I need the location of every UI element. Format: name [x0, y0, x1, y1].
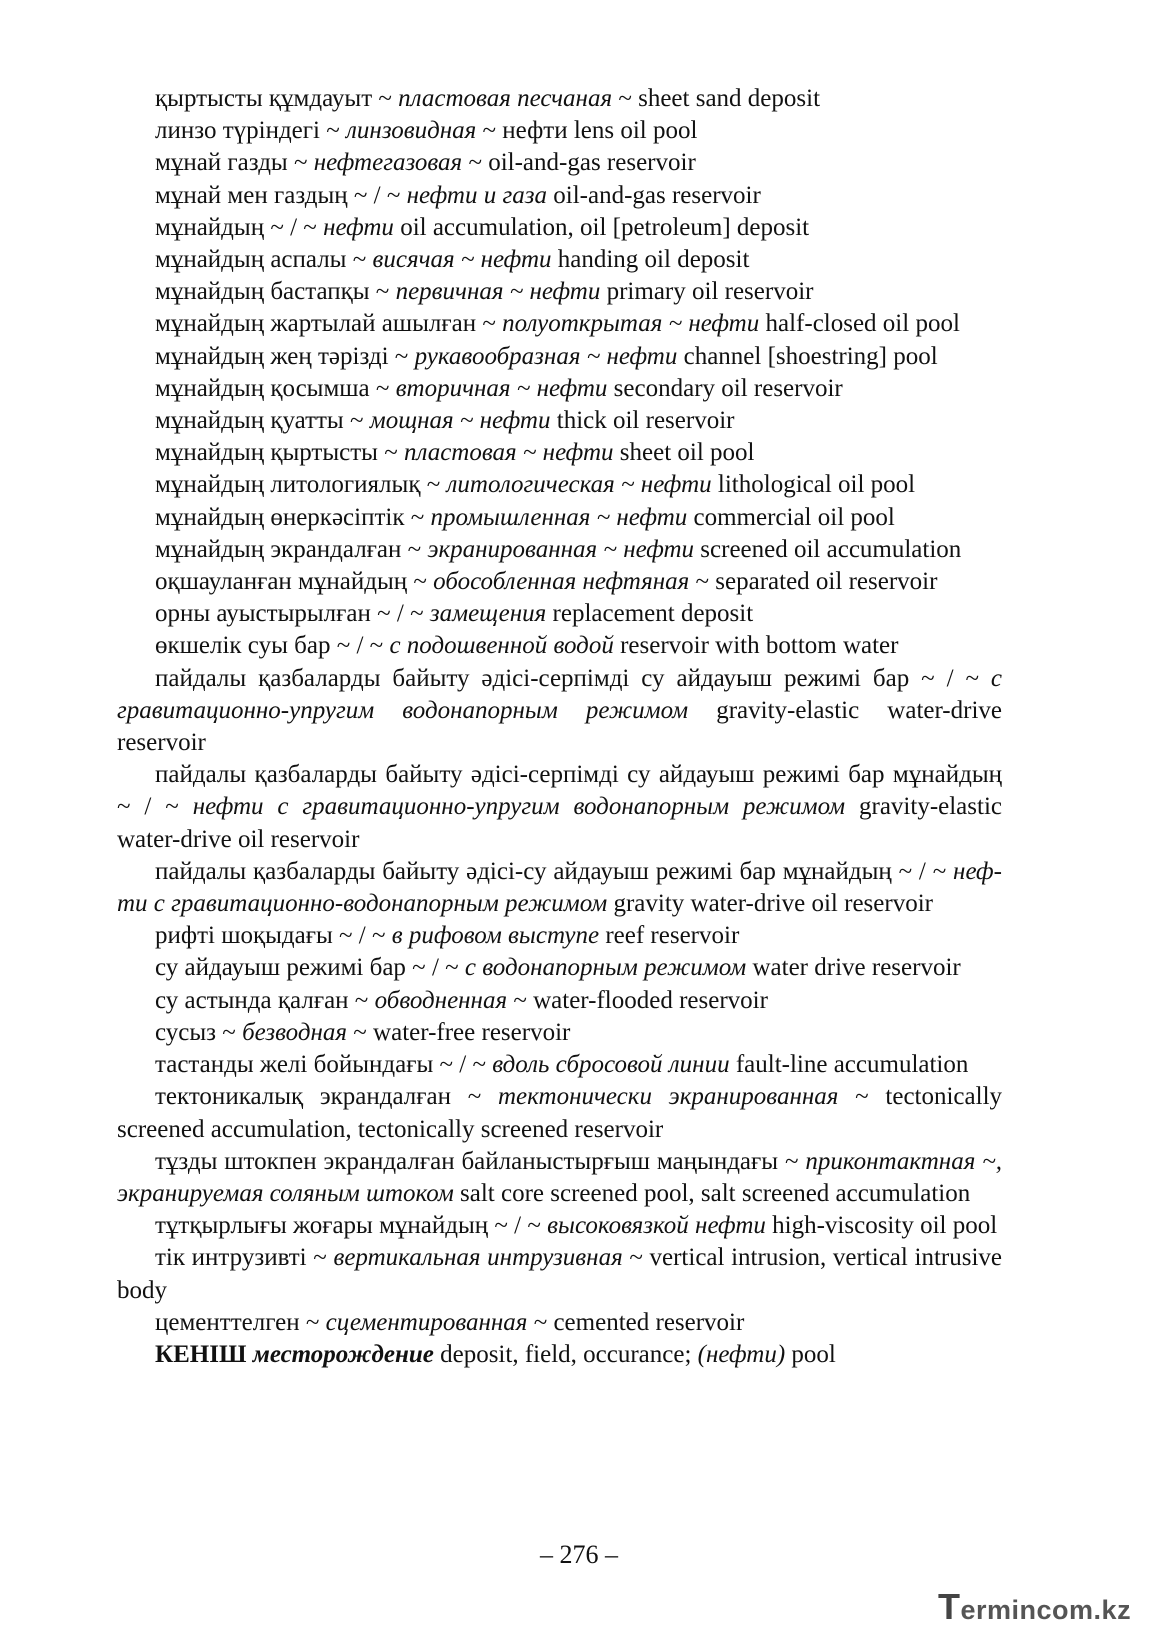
- dictionary-entry: [117, 759, 1002, 856]
- russian-term: с водонапорным режимом: [464, 954, 747, 982]
- russian-term: высоковязкой нефти: [547, 1212, 766, 1240]
- dictionary-entry: [117, 566, 1002, 598]
- entry-text: replacement deposit: [546, 600, 754, 628]
- russian-term: вдоль сбросовой линии: [492, 1051, 730, 1079]
- dictionary-entry: [117, 534, 1002, 566]
- headword: КЕНІШ: [155, 1340, 247, 1368]
- entry-text: ~ sheet sand deposit: [612, 85, 821, 112]
- entry-text: commercial oil pool: [687, 503, 895, 531]
- russian-term: экранированная ~ нефти: [427, 535, 695, 563]
- dictionary-entry: [117, 856, 1002, 920]
- entry-text: reservoir with bottom water: [613, 632, 899, 660]
- dictionary-entry: [117, 83, 1002, 115]
- watermark-letter-t: T: [938, 1586, 961, 1627]
- entry-text: пайдалы қазбаларды байыту әдісі-су айдауыш режимі бар мұнайдың ~ / ~: [155, 857, 954, 885]
- entry-text: thick oil reservoir: [550, 407, 735, 435]
- entry-text: gravity-elastic water-drive oil reservoir: [117, 793, 1002, 853]
- russian-term: замещения: [429, 600, 547, 628]
- site-watermark-logo: [938, 1586, 1131, 1628]
- russian-term: литологическая ~ нефти: [446, 471, 712, 499]
- entry-text: ~ water-flooded reservoir: [507, 986, 768, 1014]
- russian-term: вертикальная интрузивная: [333, 1244, 623, 1272]
- russian-term: сцементированная: [325, 1308, 528, 1336]
- entry-text: half-closed oil pool: [759, 310, 960, 338]
- entry-text: тектоникалық экрандалған ~: [155, 1083, 498, 1111]
- russian-term: вторичная ~ нефти: [395, 374, 608, 402]
- dictionary-entry: [117, 1307, 1002, 1339]
- entry-text: channel [shoestring] pool: [677, 342, 938, 370]
- watermark-letter-o: o: [1052, 1595, 1070, 1625]
- russian-term: мощная ~ нефти: [369, 407, 551, 435]
- entry-text: high-viscosity oil pool: [765, 1212, 998, 1240]
- entry-text: тік интрузивті ~: [155, 1244, 334, 1272]
- entry-text: линзо түріндегі ~: [155, 117, 347, 145]
- russian-term: обособленная нефтяная: [433, 568, 690, 596]
- entry-text: handing oil deposit: [551, 246, 750, 274]
- entry-text: өкшелік суы бар ~ / ~: [155, 632, 390, 660]
- entry-text: oil-and-gas reservoir: [547, 181, 761, 209]
- dictionary-entry: [117, 663, 1002, 760]
- entry-text: су астында қалған ~: [155, 986, 375, 1014]
- entry-text: пайдалы қазбаларды байыту әдісі-серпімді су айдауыш режимі бар мұнайдың ~ / ~: [117, 761, 1002, 821]
- entry-text: salt core screened pool, salt screened accumulation: [453, 1179, 971, 1207]
- dictionary-entry: [117, 1210, 1002, 1242]
- entry-text: мұнай газды ~: [155, 149, 314, 177]
- dictionary-entry: [117, 469, 1002, 501]
- entry-text: мұнайдың экрандалған ~: [155, 535, 428, 563]
- entry-text: gravity-elastic water-drive reservoir: [117, 696, 1002, 757]
- entry-text: pool: [785, 1340, 836, 1368]
- dictionary-entry: [117, 598, 1002, 630]
- entry-text: қыртысты құмдауыт ~: [155, 85, 399, 112]
- russian-term: линзовидная: [346, 117, 477, 145]
- entry-text: ~ cemented reservoir: [527, 1308, 745, 1336]
- entry-text: су айдауыш режимі бар ~ / ~: [155, 954, 465, 982]
- entry-text: мұнайдың аспалы ~: [155, 246, 373, 274]
- russian-term: пластовая песчаная: [398, 85, 613, 112]
- russian-term: висячая ~ нефти: [372, 246, 552, 274]
- entry-text: primary oil reservoir: [600, 278, 814, 306]
- russian-term: безводная: [242, 1018, 348, 1046]
- dictionary-entry: [117, 276, 1002, 308]
- russian-term: рукавообразная ~ нефти: [414, 342, 678, 370]
- entry-text: water drive reservoir: [746, 954, 961, 982]
- dictionary-entry: [117, 244, 1002, 276]
- dictionary-entry: [117, 1081, 1002, 1145]
- entry-text: reef reservoir: [599, 922, 740, 950]
- russian-term: нефти с гравитационно-водонапорным режимом: [117, 857, 1002, 918]
- dictionary-entry: [117, 115, 1002, 147]
- russian-term: нефти и газа: [406, 181, 547, 209]
- entry-text: мұнайдың жең тәрізді ~: [155, 342, 415, 370]
- dictionary-entry: [117, 1017, 1002, 1049]
- russian-term: (нефти): [697, 1340, 786, 1368]
- headword: месторождение: [252, 1340, 434, 1368]
- russian-term: с гравитационно-упругим водонапорным режимом: [117, 664, 1002, 724]
- entry-text: мұнай мен газдың ~ / ~: [155, 181, 407, 209]
- entry-text: ~ нефти lens oil pool: [476, 117, 698, 145]
- watermark-text-end: m.kz: [1069, 1595, 1132, 1625]
- entry-text: fault-line accumulation: [729, 1051, 969, 1079]
- entry-text: мұнайдың қосымша ~: [155, 374, 396, 402]
- russian-term: пластовая ~ нефти: [404, 439, 614, 467]
- entry-text: ~ oil-and-gas reservoir: [462, 149, 696, 177]
- russian-term: тектонически экранированная: [498, 1083, 839, 1111]
- dictionary-entry: [117, 1146, 1002, 1210]
- entry-text: ~ vertical intrusion, vertical intrusive body: [117, 1244, 1002, 1304]
- entry-text: мұнайдың өнеркәсіптік ~: [155, 503, 431, 531]
- russian-term: нефтегазовая: [313, 149, 463, 177]
- russian-term: нефти с гравитационно-упругим водонапорным режимом: [192, 793, 846, 821]
- entry-text: мұнайдың қыртысты ~: [155, 439, 404, 467]
- entry-text: тұзды штокпен экрандалған байланыстырғыш маңындағы ~: [155, 1147, 806, 1175]
- russian-term: нефти: [323, 213, 394, 241]
- entry-text: deposit, field, occurance;: [433, 1340, 698, 1368]
- dictionary-entry: [117, 373, 1002, 405]
- russian-term: обводненная: [374, 986, 508, 1014]
- entry-text: мұнайдың жартылай ашылған ~: [155, 310, 503, 338]
- dictionary-entry: [117, 502, 1002, 534]
- dictionary-entry: [117, 1242, 1002, 1306]
- dictionary-entry: [117, 920, 1002, 952]
- entry-text: ~ tectonically screened accumulation, tectonically screened reservoir: [117, 1083, 1003, 1143]
- page-number: – 276 –: [540, 1540, 618, 1569]
- dictionary-entry: [117, 405, 1002, 437]
- entry-text: ~ water-free reservoir: [347, 1018, 571, 1046]
- dictionary-entry: [117, 437, 1002, 469]
- russian-term: промышленная ~ нефти: [430, 503, 688, 531]
- entry-text: пайдалы қазбаларды байыту әдісі-серпімді су айдауыш режимі бар ~ / ~: [155, 664, 991, 692]
- entry-text: мұнайдың қуатты ~: [155, 407, 370, 435]
- dictionary-entry: [117, 341, 1002, 373]
- russian-term: с подошвенной водой: [389, 632, 614, 660]
- entry-text: мұнайдың бастапқы ~: [155, 278, 396, 306]
- russian-term: первичная ~ нефти: [395, 278, 601, 306]
- entry-text: sheet oil pool: [613, 439, 755, 467]
- entry-text: screened oil accumulation: [694, 535, 962, 563]
- entry-text: тұтқырлығы жоғары мұнайдың ~ / ~: [155, 1212, 548, 1240]
- dictionary-entry: [117, 985, 1002, 1017]
- entry-text: сусыз ~: [155, 1018, 243, 1046]
- entry-text: орны ауыстырылған ~ / ~: [155, 600, 430, 628]
- dictionary-entry: [117, 952, 1002, 984]
- entry-text: цементтелген ~: [155, 1308, 326, 1336]
- entry-text: рифті шоқыдағы ~ / ~: [155, 922, 392, 950]
- entry-text: тастанды желі бойындағы ~ / ~: [155, 1051, 493, 1079]
- dictionary-entry: [117, 147, 1002, 179]
- entry-text: оқшауланған мұнайдың ~: [155, 568, 434, 596]
- watermark-text-part: erminc: [960, 1595, 1053, 1625]
- entry-text: мұнайдың литологиялық ~: [155, 471, 447, 499]
- entry-list: [117, 83, 1002, 1371]
- russian-term: полуоткрытая ~ нефти: [502, 310, 760, 338]
- entry-text: мұнайдың ~ / ~: [155, 213, 324, 241]
- russian-term: приконтактная ~, экранируемая соляным штоком: [117, 1147, 1002, 1207]
- dictionary-entry: [117, 1049, 1002, 1081]
- dictionary-entry: [117, 1339, 1002, 1371]
- dictionary-entry: [117, 180, 1002, 212]
- entry-text: lithological oil pool: [711, 471, 916, 499]
- entry-text: oil accumulation, oil [petroleum] deposit: [393, 213, 810, 241]
- dictionary-entry: [117, 212, 1002, 244]
- dictionary-entry: [117, 630, 1002, 662]
- dictionary-entry: [117, 308, 1002, 340]
- entry-text: ~ separated oil reservoir: [689, 568, 938, 596]
- entry-text: gravity water-drive oil reservoir: [607, 890, 933, 918]
- entry-text: secondary oil reservoir: [607, 374, 843, 402]
- russian-term: в рифовом выступе: [391, 922, 600, 950]
